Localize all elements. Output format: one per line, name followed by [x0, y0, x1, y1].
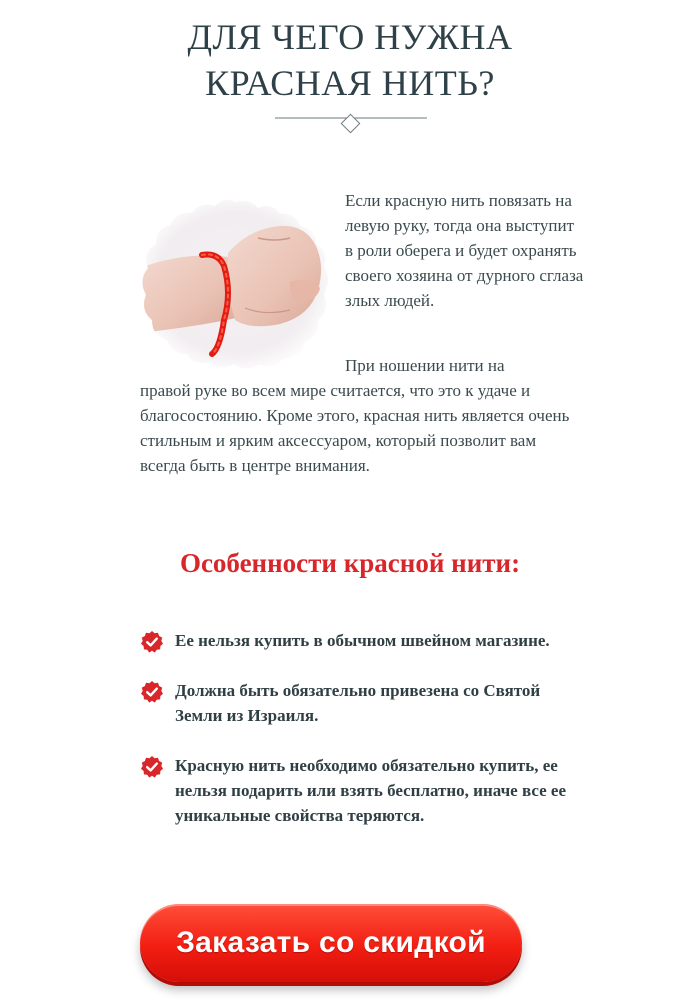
- feature-text: Должна быть обязательно привезена со Святой Земли из Израиля.: [175, 681, 541, 725]
- intro-paragraph-2-rest: правой руке во всем мире считается, что это к удаче и благосостоянию. Кроме этого, красная нить является очень стильным и ярким аксессуаром, который позволит вам всегда быть в центре внимания.: [140, 381, 570, 475]
- list-item: [140, 628, 580, 653]
- page-title: [0, 14, 700, 106]
- intro-paragraph-2-first-line: При ношении нити на: [345, 356, 505, 375]
- intro-paragraph-1: Если красную нить повязать на левую руку, тогда она выступит в роли оберега и будет охранять своего хозяина от дурного сглаза злых людей.: [345, 191, 584, 310]
- list-item: [140, 678, 580, 728]
- features-heading: Особенности красной нити:: [179, 548, 521, 578]
- check-badge-icon: [140, 630, 164, 654]
- wrist-with-red-thread-image: [140, 198, 330, 368]
- page-title-line-1: ДЛЯ ЧЕГО НУЖНА: [187, 17, 513, 57]
- list-item: [140, 753, 580, 828]
- diamond-divider-icon: [275, 112, 427, 136]
- features-list: [140, 628, 580, 853]
- page-title-line-2: КРАСНАЯ НИТЬ?: [205, 63, 495, 103]
- check-badge-icon: [140, 680, 164, 704]
- check-badge-icon: [140, 755, 164, 779]
- order-discount-button[interactable]: Заказать со скидкой: [140, 904, 522, 982]
- feature-text: Красную нить необходимо обязательно купить, ее нельзя подарить или взять бесплатно, иначе все ее уникальные свойства теряются.: [175, 756, 566, 825]
- feature-text: Ее нельзя купить в обычном швейном магазине.: [175, 631, 550, 650]
